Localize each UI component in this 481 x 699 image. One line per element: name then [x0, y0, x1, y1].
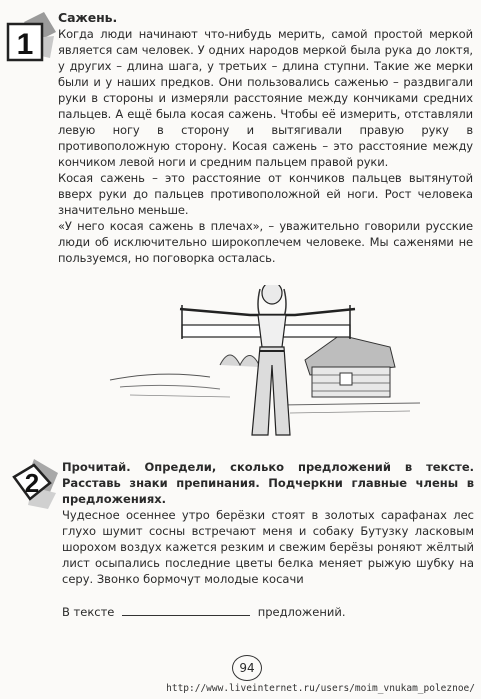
answer-blank-field[interactable] [122, 603, 250, 616]
source-url[interactable]: http://www.liveinternet.ru/users/moim_vnukam_poleznoe/ [166, 683, 475, 694]
badge-2-icon [8, 457, 62, 511]
answer-prefix: В тексте [62, 605, 115, 619]
task-badge-1 [4, 10, 58, 64]
page-number: 94 [232, 655, 262, 681]
vitruvian-man-illustration [100, 285, 430, 445]
task-heading: Прочитай. Определи, сколько предложений в тексте. Расставь знаки препинания. Подчеркни главные члены в предложениях. [62, 460, 474, 506]
badge-2-number: 2 [24, 468, 40, 498]
badge-1-icon [4, 10, 58, 64]
task-badge-2 [8, 457, 62, 511]
man-measuring-sazhen-icon [100, 285, 430, 445]
answer-suffix: предложений. [257, 605, 346, 619]
answer-line [62, 603, 474, 620]
paragraph-2: Косая сажень – это расстояние от кончиков пальцев вытянутой вверх руки до пальцев противоположной ей ноги. Рост человека значительно меньше. [58, 171, 473, 217]
section-title: Сажень. [58, 10, 118, 25]
badge-1-number: 1 [16, 28, 34, 61]
task-text: Чудесное осеннее утро берёзки стоят в золотых сарафанах лес глухо шумит сосны встречают меня и собаку Бутузку ласковым шорохом воздух кажется резким и свежим берёзы роняют жёлтый лист осыпались последние цветы белка меняет рыжую шубку на серу. Звонко бормочут молодые косачи [62, 508, 474, 586]
paragraph-3: «У него косая сажень в плечах», – уважительно говорили русские люди об исключительно широкоплечем человеке. Мы саженями не пользуемся, но поговорка осталась. [58, 219, 473, 265]
section-sazhen [58, 10, 473, 266]
paragraph-1: Когда люди начинают что-нибудь мерить, самой простой меркой является сам человек. У одних народов меркой была рука до локтя, у других – длина шага, у третьих – длина ступни. Такие же мерки были и у наших предков. Они пользовались саженью – раздвигали руки в стороны и измеряли расстояние между кончиками средних пальцев. А ещё была косая сажень. Чтобы её измерить, отставляли левую ногу в сторону и вытягивали правую руку в противоположную сторону. Косая сажень – это расстояние между кончиком левой ноги и средним пальцем правой руки. [58, 27, 473, 169]
